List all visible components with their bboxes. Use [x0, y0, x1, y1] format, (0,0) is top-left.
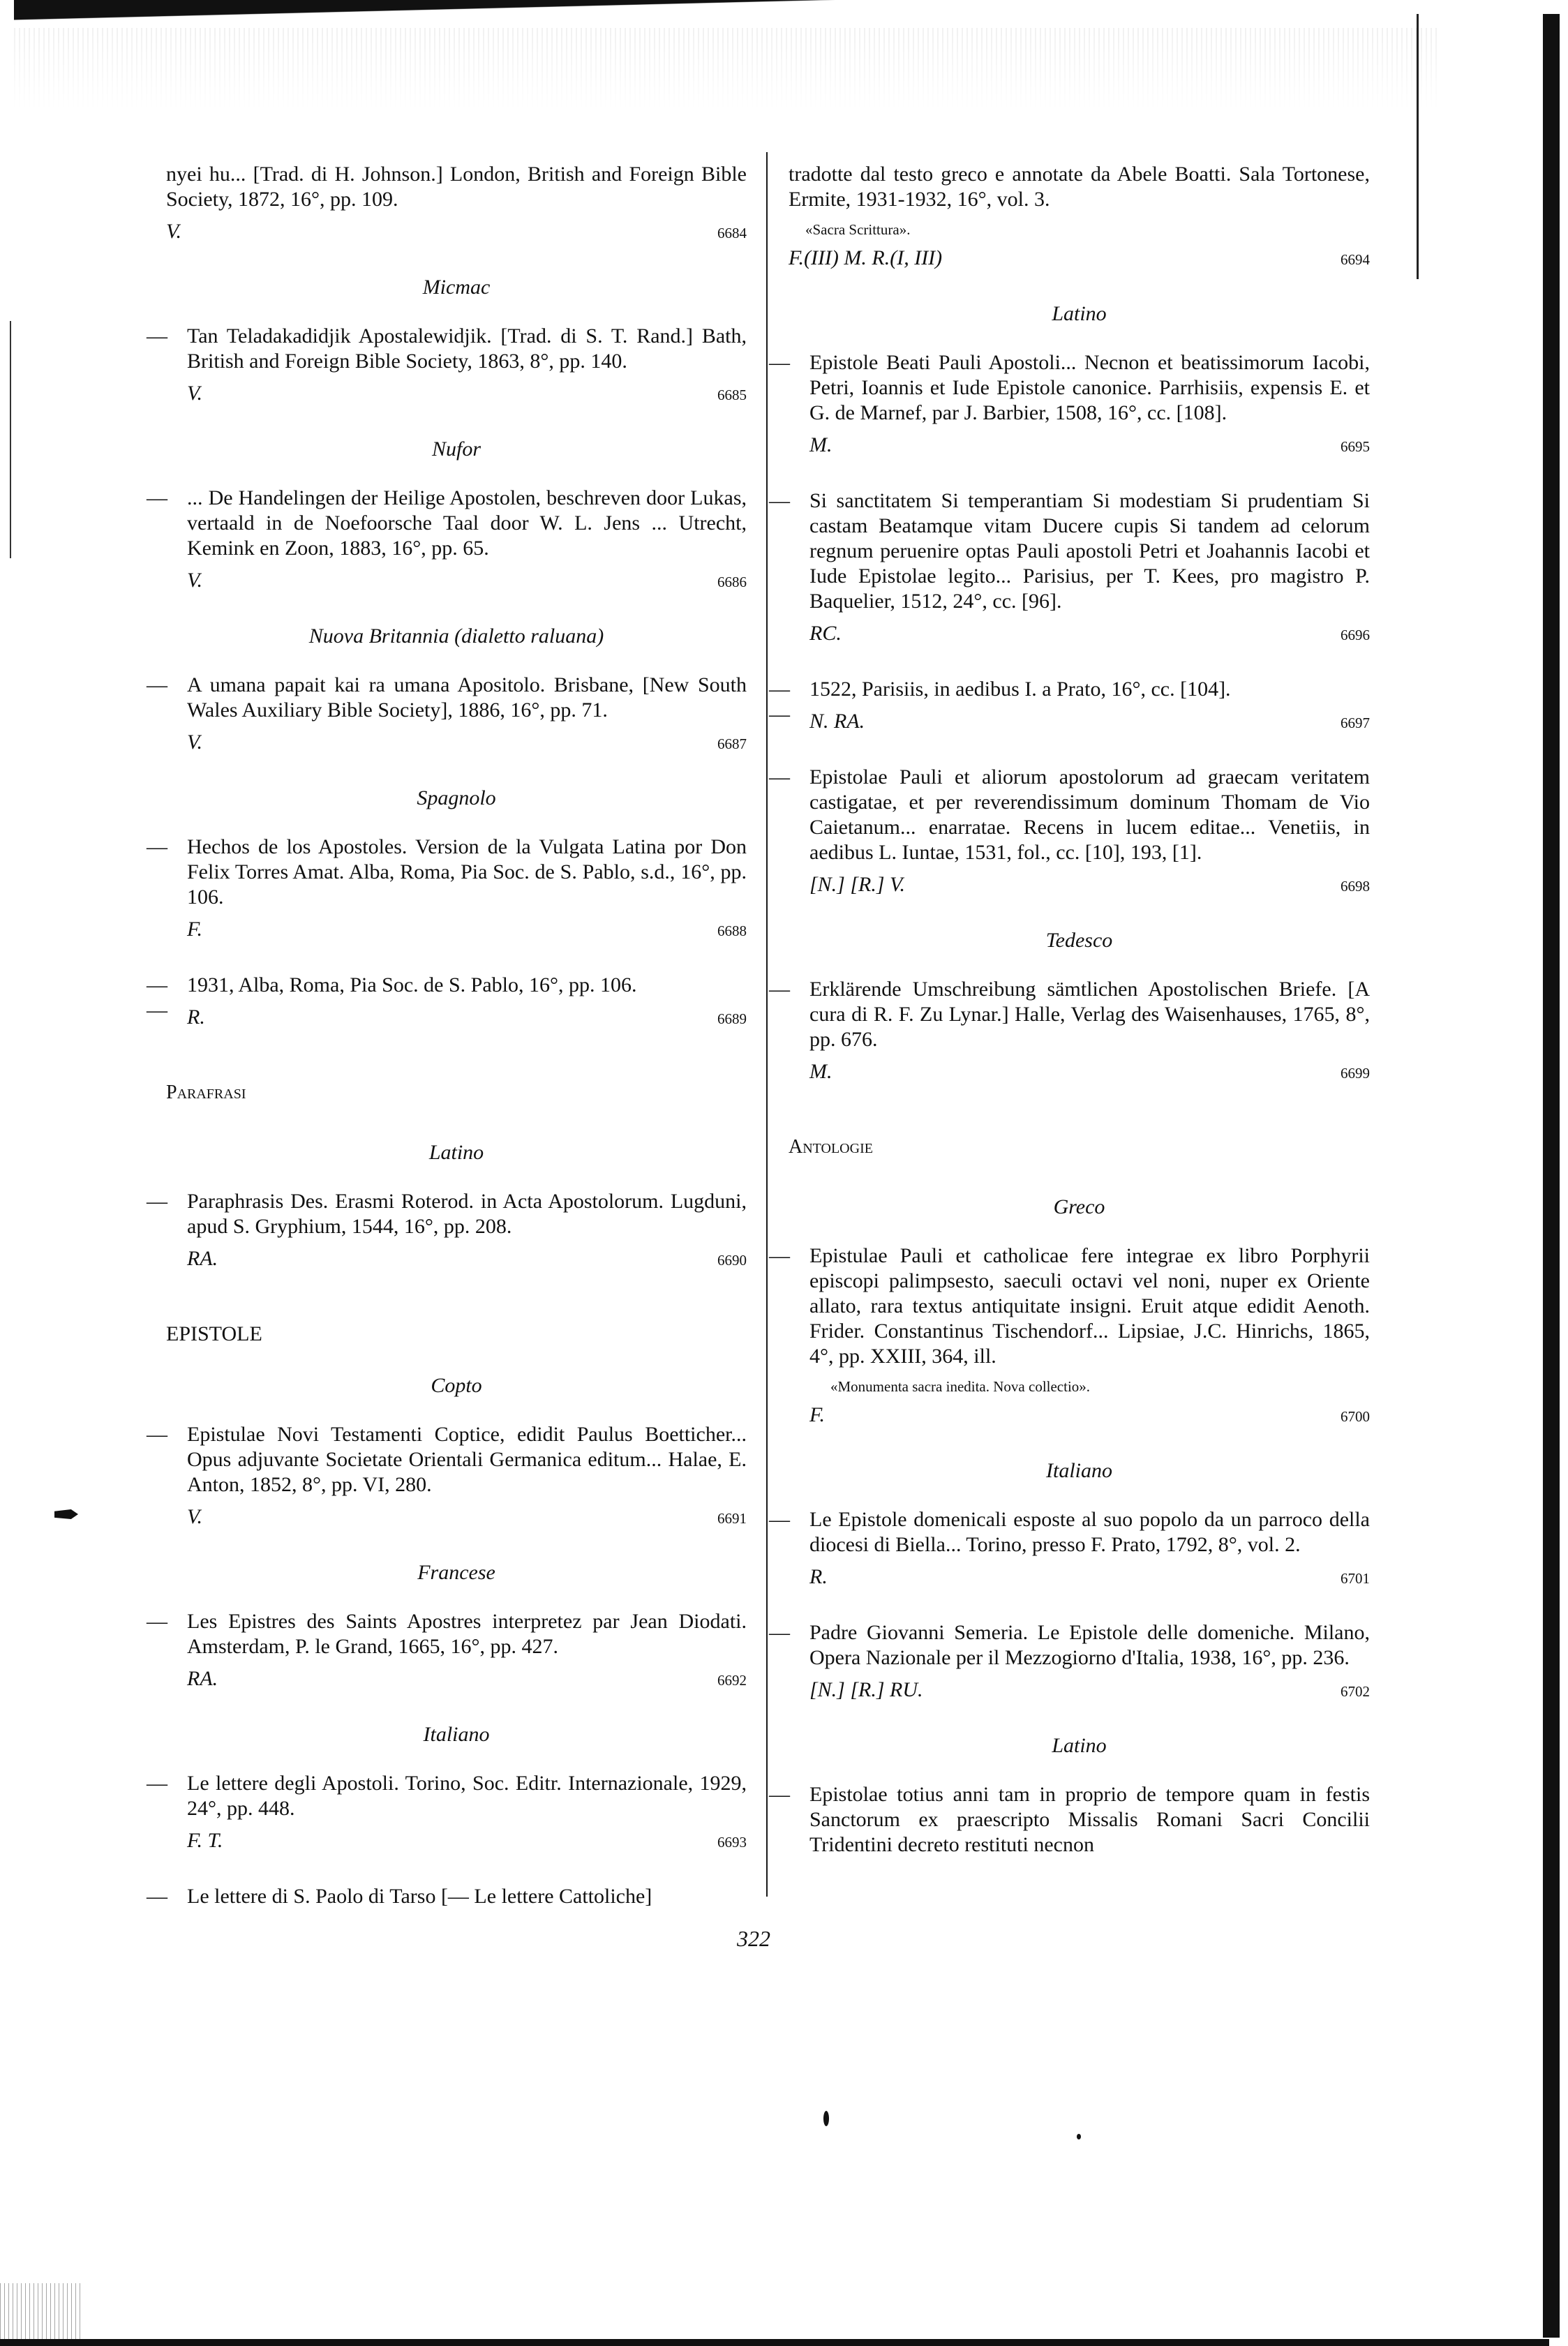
catalog-entry: [769, 977, 1370, 1086]
entry-number: 6688: [717, 922, 747, 939]
entry-dash: —: [147, 324, 167, 348]
right-column: [769, 162, 1370, 1887]
ink-speck: [1077, 2134, 1081, 2139]
entry-footer: [809, 621, 1370, 648]
catalog-entry: [769, 488, 1370, 648]
entry-footer: [809, 872, 1370, 899]
library-sigla: V.: [166, 220, 181, 243]
entry-footer: [187, 1504, 747, 1531]
language-heading: Nufor: [431, 438, 481, 461]
library-sigla: F. T.: [187, 1829, 223, 1852]
margin-rule: [10, 321, 11, 558]
catalog-entry: [147, 1771, 747, 1855]
section-heading: Antologie: [789, 1136, 873, 1158]
language-heading: Italiano: [423, 1723, 490, 1746]
library-sigla: M.: [809, 1060, 832, 1083]
library-sigla: V.: [187, 731, 202, 754]
entry-text: Le Epistole domenicali esposte al suo popolo da un parroco della diocesi di Biella... Torino, presso F. Prato, 1792, 8°, vol. 2.: [809, 1508, 1370, 1556]
entry-number: 6698: [1341, 878, 1370, 895]
ink-speck: [823, 2111, 829, 2126]
entry-dash: — —: [769, 678, 790, 726]
scan-fold-line: [1417, 14, 1419, 279]
left-column: [147, 162, 747, 1938]
catalog-entry: [769, 677, 1370, 735]
entry-number: 6694: [1341, 251, 1370, 268]
library-sigla: F.: [187, 918, 202, 941]
entry-footer: [187, 381, 747, 408]
catalog-entry: [147, 1189, 747, 1273]
entry-dash: — —: [147, 973, 167, 1022]
language-heading: Latino: [428, 1141, 484, 1164]
entry-number: 6686: [717, 574, 747, 590]
language-heading: Latino: [1052, 1734, 1107, 1757]
entry-dash: —: [769, 351, 790, 374]
entry-text: Hechos de los Apostoles. Version de la Vulgata Latina por Don Felix Torres Amat. Alba, Roma, Pia Soc. de S. Pablo, s.d., 16°, pp. 106.: [187, 835, 747, 909]
library-sigla: N. RA.: [809, 710, 865, 733]
library-sigla: F.: [809, 1403, 825, 1426]
entry-footer: [187, 1666, 747, 1693]
entry-dash: —: [769, 1508, 790, 1531]
entry-number: 6702: [1341, 1683, 1370, 1700]
entry-footer: [809, 1678, 1370, 1704]
entry-dash: —: [147, 1423, 167, 1446]
catalog-entry: [147, 835, 747, 943]
entry-text: Erklärende Umschreibung sämtlichen Apostolischen Briefe. [A cura di R. F. Zu Lynar.] Halle, Verlag des Waisenhauses, 1765, 8°, pp. 676.: [809, 978, 1370, 1051]
library-sigla: RC.: [809, 622, 842, 645]
entry-footer: [809, 1059, 1370, 1086]
library-sigla: M.: [809, 433, 832, 456]
entry-text: Tan Teladakadidjik Apostalewidjik. [Trad. di S. T. Rand.] Bath, British and Foreign Bible Society, 1863, 8°, pp. 140.: [187, 324, 747, 373]
margin-arrow-icon: [54, 1509, 78, 1519]
entry-number: 6687: [717, 735, 747, 752]
entry-dash: —: [147, 1772, 167, 1795]
library-sigla: RA.: [187, 1247, 218, 1270]
entry-text: Epistulae Novi Testamenti Coptice, edidit Paulus Boetticher... Opus adjuvante Societate Orientali Germanica editum... Halae, E. Anton, 1852, 8°, pp. VI, 280.: [187, 1423, 747, 1496]
entry-dash: —: [147, 1610, 167, 1633]
entry-number: 6684: [717, 225, 747, 241]
library-sigla: RA.: [187, 1667, 218, 1690]
entry-text: ... De Handelingen der Heilige Apostolen, beschreven door Lukas, vertaald in de Noefoorsche Taal door W. L. Jens ... Utrecht, Kemink en Zoon, 1883, 16°, pp. 65.: [187, 486, 747, 560]
entry-dash: —: [769, 1783, 790, 1806]
library-sigla: V.: [187, 382, 202, 405]
catalog-entry: [147, 673, 747, 756]
language-heading: Copto: [431, 1374, 482, 1397]
language-heading: Nuova Britannia (dialetto raluana): [308, 625, 604, 648]
language-heading: Spagnolo: [417, 786, 496, 809]
entry-text: Epistolae totius anni tam in proprio de tempore quam in festis Sanctorum ex praescripto Missalis Romani Sacri Concilii Tridentini decreto restituti necnon: [809, 1783, 1370, 1856]
entry-dash: —: [769, 978, 790, 1001]
entry-text: Le lettere di S. Paolo di Tarso [— Le lettere Cattoliche]: [187, 1885, 652, 1908]
catalog-entry: [769, 1620, 1370, 1704]
entry-dash: —: [769, 1621, 790, 1644]
entry-text: Epistole Beati Pauli Apostoli... Necnon et beatissimorum Iacobi, Petri, Ioannis et Iude Epistole canonice. Parrhisiis, expensis E. et G. de Marnef, par J. Barbier, 1508, 16°, cc. [108].: [809, 351, 1370, 424]
entry-dash: —: [147, 1885, 167, 1908]
entry-dash: —: [769, 765, 790, 789]
scan-edge-bottom: [0, 2339, 1549, 2346]
entry-dash: —: [147, 835, 167, 858]
entry-number: 6690: [717, 1252, 747, 1269]
section-heading: EPISTOLE: [166, 1322, 262, 1345]
entry-text: Padre Giovanni Semeria. Le Epistole delle domeniche. Milano, Opera Nazionale per il Mezzogiorno d'Italia, 1938, 16°, pp. 236.: [809, 1621, 1370, 1669]
entry-number: 6696: [1341, 627, 1370, 643]
catalog-entry: [769, 1507, 1370, 1591]
entry-dash: —: [147, 1190, 167, 1213]
entry-footer: [187, 917, 747, 943]
entry-text: Si sanctitatem Si temperantiam Si modestiam Si prudentiam Si castam Beatamque vitam Ducere cupis Si tandem ad celorum regnum peruenire optas Pauli apostoli Petri et Joahannis Iacobi et Iude Epistolae legito... Parisius, per T. Kees, pro magistro P. Baquelier, 1512, 24°, cc. [96].: [809, 489, 1370, 613]
language-heading: Francese: [417, 1561, 495, 1584]
entry-text: 1522, Parisiis, in aedibus I. a Prato, 16°, cc. [104].: [809, 678, 1231, 701]
entry-footer: [809, 709, 1370, 735]
library-sigla: [N.] [R.] V.: [809, 873, 905, 896]
scan-noise-top: [14, 28, 1438, 112]
entry-text: Epistolae Pauli et aliorum apostolorum ad graecam veritatem castigatae, et per reverendissimum dominum Thomam de Vio Caietanum... enarratae. Recens in lucem editae... Venetiis, in aedibus L. Iuntae, 1531, fol., cc. [10], 193, [1].: [809, 765, 1370, 864]
entry-number: 6701: [1341, 1570, 1370, 1587]
library-sigla: R.: [809, 1565, 828, 1588]
entry-footer: [166, 219, 747, 246]
entry-number: 6693: [717, 1834, 747, 1851]
entry-dash: —: [147, 486, 167, 509]
entry-number: 6700: [1341, 1408, 1370, 1425]
entry-number: 6691: [717, 1510, 747, 1527]
entry-text: nyei hu... [Trad. di H. Johnson.] London, British and Foreign Bible Society, 1872, 16°, pp. 109.: [166, 163, 747, 211]
language-heading: Italiano: [1046, 1459, 1112, 1482]
entry-footer: [187, 1005, 747, 1031]
entry-number: 6699: [1341, 1065, 1370, 1082]
scan-noise-bottom: [0, 2283, 84, 2339]
entry-text: Epistulae Pauli et catholicae fere integrae ex libro Porphyrii episcopi palimpsesto, saeculi octavi vel noni, nuper ex Oriente allato, rara textus antiquitate insigni. Eruit atque edidit Aenoth. Frider. Constantinus Tischendorf... Lipsiae, J.C. Hinrichs, 1865, 4°, pp. XXIII, 364, ill.: [809, 1244, 1370, 1368]
language-heading: Greco: [1053, 1195, 1105, 1218]
catalog-entry: [789, 162, 1370, 272]
entry-text: Le lettere degli Apostoli. Torino, Soc. Editr. Internazionale, 1929, 24°, pp. 448.: [187, 1772, 747, 1820]
entry-footer: [187, 1828, 747, 1855]
entry-text: tradotte dal testo greco e annotate da Abele Boatti. Sala Tortonese, Ermite, 1931-1932, 16°, vol. 3.: [789, 163, 1370, 211]
entry-footer: [187, 1246, 747, 1273]
entry-dash: —: [147, 673, 167, 696]
scan-edge-right: [1543, 14, 1560, 2338]
entry-dash: —: [769, 1244, 790, 1267]
catalog-entry: [147, 486, 747, 595]
catalog-entry: [147, 1422, 747, 1531]
entry-number: 6697: [1341, 715, 1370, 731]
catalog-entry: [769, 1782, 1370, 1858]
catalog-entry: [147, 973, 747, 1031]
entry-footer: [809, 1564, 1370, 1591]
entry-text: Paraphrasis Des. Erasmi Roterod. in Acta Apostolorum. Lugduni, apud S. Gryphium, 1544, 16°, pp. 208.: [187, 1190, 747, 1238]
section-heading: Parafrasi: [166, 1082, 246, 1103]
entry-footer: [809, 433, 1370, 459]
catalog-entry: [769, 350, 1370, 459]
entry-number: 6695: [1341, 438, 1370, 455]
catalog-entry: [147, 324, 747, 408]
entry-text: A umana papait kai ra umana Apositolo. Brisbane, [New South Wales Auxiliary Bible Society], 1886, 16°, pp. 71.: [187, 673, 747, 722]
entry-text: 1931, Alba, Roma, Pia Soc. de S. Pablo, 16°, pp. 106.: [187, 973, 637, 996]
library-sigla: V.: [187, 1505, 202, 1528]
entry-number: 6689: [717, 1010, 747, 1027]
catalog-entry: [147, 1609, 747, 1693]
entry-dash: —: [769, 489, 790, 512]
catalog-entry: [769, 765, 1370, 899]
entry-footer: [809, 1403, 1370, 1429]
library-sigla: F.(III) M. R.(I, III): [789, 246, 943, 269]
catalog-entry: [147, 1884, 747, 1909]
entry-series: «Sacra Scrittura».: [805, 221, 911, 238]
entry-number: 6685: [717, 387, 747, 403]
entry-footer: [789, 246, 1370, 272]
entry-number: 6692: [717, 1672, 747, 1689]
library-sigla: R.: [187, 1006, 205, 1029]
language-heading: Micmac: [422, 276, 491, 299]
library-sigla: [N.] [R.] RU.: [809, 1678, 923, 1701]
catalog-entry: [166, 162, 747, 246]
entry-footer: [187, 568, 747, 595]
library-sigla: V.: [187, 569, 202, 592]
page-number: 322: [737, 1926, 770, 1951]
language-heading: Latino: [1052, 302, 1107, 325]
entry-text: Les Epistres des Saints Apostres interpretez par Jean Diodati. Amsterdam, P. le Grand, 1665, 16°, pp. 427.: [187, 1610, 747, 1658]
language-heading: Tedesco: [1045, 929, 1113, 952]
entry-series: «Monumenta sacra inedita. Nova collectio».: [830, 1378, 1091, 1395]
entry-footer: [187, 730, 747, 756]
column-divider: [766, 152, 768, 1897]
catalog-entry: [769, 1243, 1370, 1429]
